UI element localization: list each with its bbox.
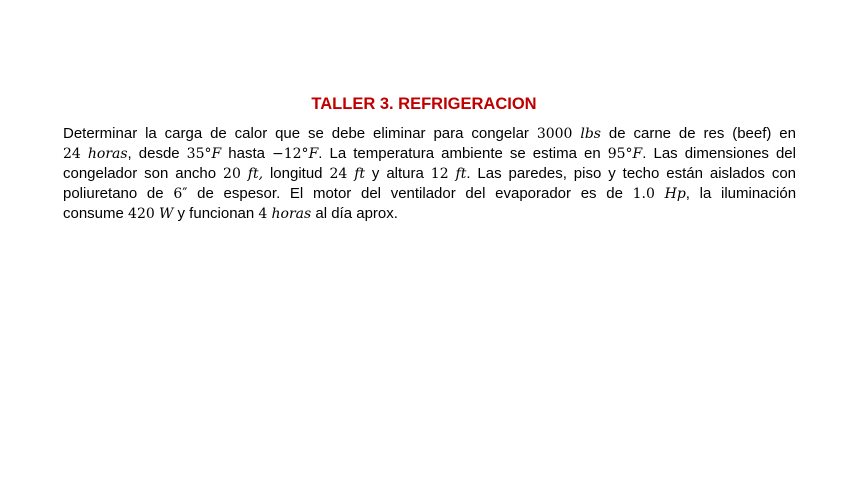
statement-line-5: [63, 204, 796, 224]
math-unit: F: [211, 146, 222, 162]
math-number: 1.0: [632, 186, 655, 202]
text-segment: , la iluminación: [685, 185, 797, 202]
math-unit: ft: [455, 166, 467, 182]
math-number: 4: [258, 206, 268, 222]
text-segment: y altura: [371, 165, 424, 182]
math-unit: F: [632, 146, 643, 162]
statement-line-2: [63, 144, 796, 164]
math-unit: lbs: [580, 126, 601, 142]
math-unit: ft,: [247, 166, 264, 182]
math-unit: ft: [354, 166, 365, 182]
statement-line-4: [63, 184, 796, 204]
math-unit: W: [158, 206, 174, 222]
math-number: 24: [63, 146, 81, 162]
text-segment: de espesor. El motor del ventilador del evaporador es de: [197, 185, 623, 202]
math-unit: Hp: [664, 186, 686, 202]
text-segment: al día aprox.: [315, 205, 398, 222]
problem-statement: [63, 124, 796, 224]
text-segment: longitud: [269, 165, 323, 182]
math-unit: horas: [271, 206, 312, 222]
math-unit: F: [308, 146, 319, 162]
text-segment: Determinar la carga de calor que se debe eliminar para congelar: [63, 125, 529, 142]
math-number: 3000: [536, 126, 573, 142]
math-number: −12°: [272, 146, 309, 162]
statement-line-3: [63, 164, 796, 184]
text-segment: . La temperatura ambiente se estima en: [318, 145, 601, 162]
slide-title: TALLER 3. REFRIGERACION: [311, 95, 537, 113]
text-segment: . Las paredes, piso y techo están aislados con: [466, 165, 797, 182]
math-number: 12: [430, 166, 449, 182]
text-segment: hasta: [228, 145, 265, 162]
math-number: 95°: [607, 146, 633, 162]
math-number: 35°: [186, 146, 212, 162]
math-number: 6″: [173, 186, 188, 202]
math-number: 24: [329, 166, 348, 182]
text-segment: y funcionan: [177, 205, 255, 222]
statement-line-1: [63, 124, 796, 144]
text-segment: de carne de res (beef) en: [608, 125, 796, 142]
text-segment: consume: [63, 205, 124, 222]
text-segment: , desde: [127, 145, 180, 162]
text-segment: congelador son ancho: [63, 165, 217, 182]
text-segment: . Las dimensiones del: [642, 145, 796, 162]
math-unit: horas: [87, 146, 128, 162]
math-number: 20: [223, 166, 241, 182]
text-segment: poliuretano de: [63, 185, 164, 202]
math-number: 420: [128, 206, 155, 222]
